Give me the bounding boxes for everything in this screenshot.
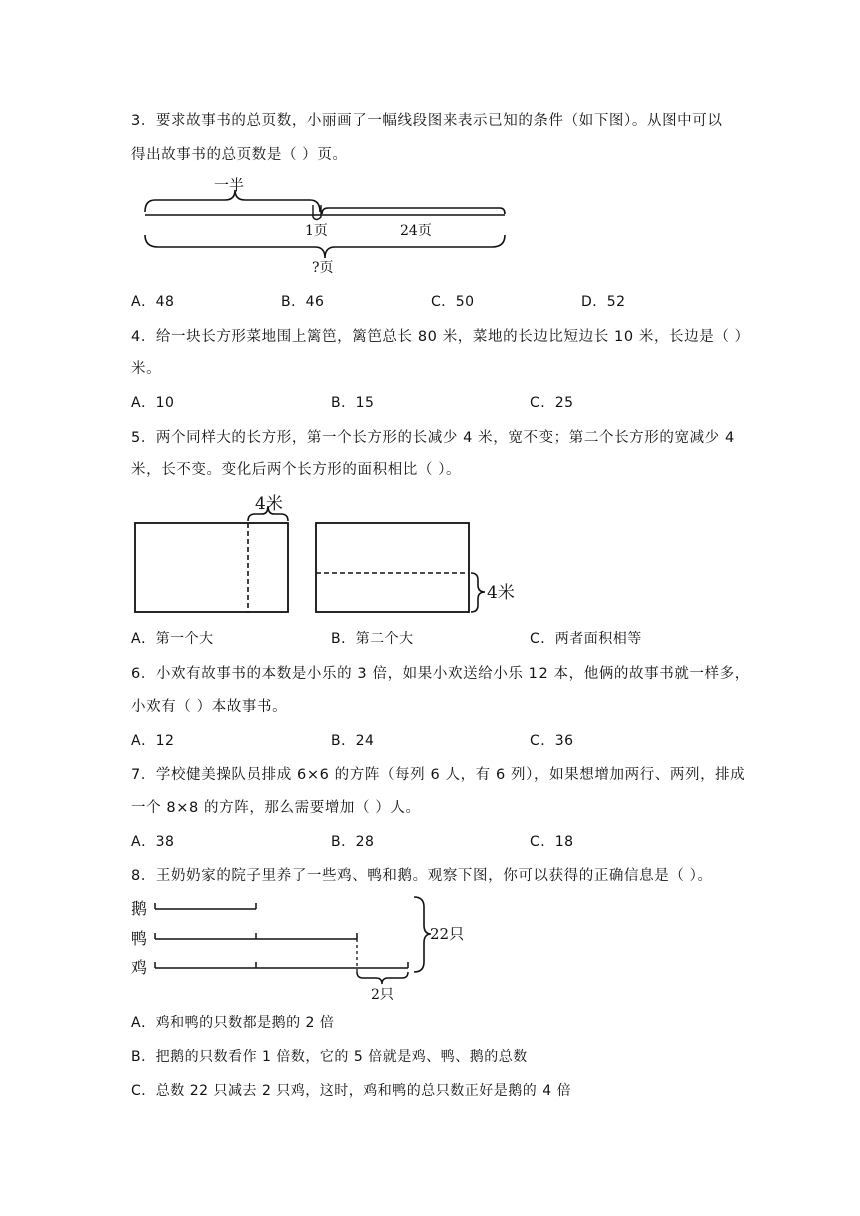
q8-chicken-label: 鸡: [131, 958, 148, 977]
q6-option-a[interactable]: A．12: [131, 733, 175, 749]
q6-stem-line2: 小欢有（ ）本故事书。: [131, 699, 288, 715]
q3-option-b[interactable]: B．46: [281, 294, 325, 310]
q7-option-b[interactable]: B．28: [331, 834, 375, 850]
q3-option-a[interactable]: A．48: [131, 294, 175, 310]
q4-option-a[interactable]: A．10: [131, 395, 175, 411]
q3-option-d[interactable]: D．52: [581, 294, 626, 310]
q3-half-label: 一半: [214, 176, 245, 194]
q8-option-c[interactable]: C．总数 22 只减去 2 只鸡，这时，鸡和鸭的总只数正好是鹅的 4 倍: [131, 1083, 572, 1099]
q8-option-b[interactable]: B．把鹅的只数看作 1 倍数，它的 5 倍就是鸡、鸭、鹅的总数: [131, 1049, 528, 1065]
q3-stem-line1: 3．要求故事书的总页数，小丽画了一幅线段图来表示已知的条件（如下图）。从图中可以: [131, 113, 723, 129]
q8-stem-line1: 8．王奶奶家的院子里养了一些鸡、鸭和鹅。观察下图，你可以获得的正确信息是（ ）。: [131, 868, 713, 884]
q5-stem-line2: 米，长不变。变化后两个长方形的面积相比（ ）。: [131, 462, 462, 478]
q3-stem-line2: 得出故事书的总页数是（ ）页。: [131, 147, 348, 163]
q4-option-b[interactable]: B．15: [331, 395, 375, 411]
q6-stem-line1: 6．小欢有故事书的本数是小乐的 3 倍，如果小欢送给小乐 12 本，他俩的故事书就一样多，: [131, 666, 750, 682]
q3-total-label: ?页: [312, 260, 334, 276]
q5-stem-line1: 5．两个同样大的长方形，第一个长方形的长减少 4 米，宽不变；第二个长方形的宽减少 4: [131, 430, 735, 446]
q4-stem-line2: 米。: [131, 361, 162, 377]
q6-option-b[interactable]: B．24: [331, 733, 375, 749]
q7-stem-line2: 一个 8×8 的方阵，那么需要增加（ ）人。: [131, 800, 421, 816]
q3-one-page-label: 1页: [305, 223, 328, 239]
q3-24-pages-label: 24页: [400, 223, 432, 239]
q8-option-a[interactable]: A．鸡和鸭的只数都是鹅的 2 倍: [131, 1015, 335, 1031]
q4-stem-line1: 4．给一块长方形菜地围上篱笆，篱笆总长 80 米，菜地的长边比短边长 10 米，长边是（ ）: [131, 329, 750, 345]
q7-stem-line1: 7．学校健美操队员排成 6×6 的方阵（每列 6 人，有 6 列），如果想增加两行、两列，排成: [131, 767, 746, 783]
q8-total-label: 22只: [430, 925, 465, 943]
q5-label-1: 4米: [255, 494, 283, 514]
q4-option-c[interactable]: C．25: [530, 395, 574, 411]
q5-option-b[interactable]: B．第二个大: [331, 631, 414, 647]
q8-extra-label: 2只: [371, 987, 394, 1003]
q6-option-c[interactable]: C．36: [530, 733, 574, 749]
q7-option-a[interactable]: A．38: [131, 834, 175, 850]
q7-option-c[interactable]: C．18: [530, 834, 574, 850]
q8-goose-label: 鹅: [131, 899, 148, 918]
q5-option-c[interactable]: C．两者面积相等: [530, 631, 642, 647]
q8-duck-label: 鸭: [131, 929, 148, 948]
q5-label-2: 4米: [487, 583, 515, 603]
q5-option-a[interactable]: A．第一个大: [131, 631, 214, 647]
q3-option-c[interactable]: C．50: [431, 294, 475, 310]
